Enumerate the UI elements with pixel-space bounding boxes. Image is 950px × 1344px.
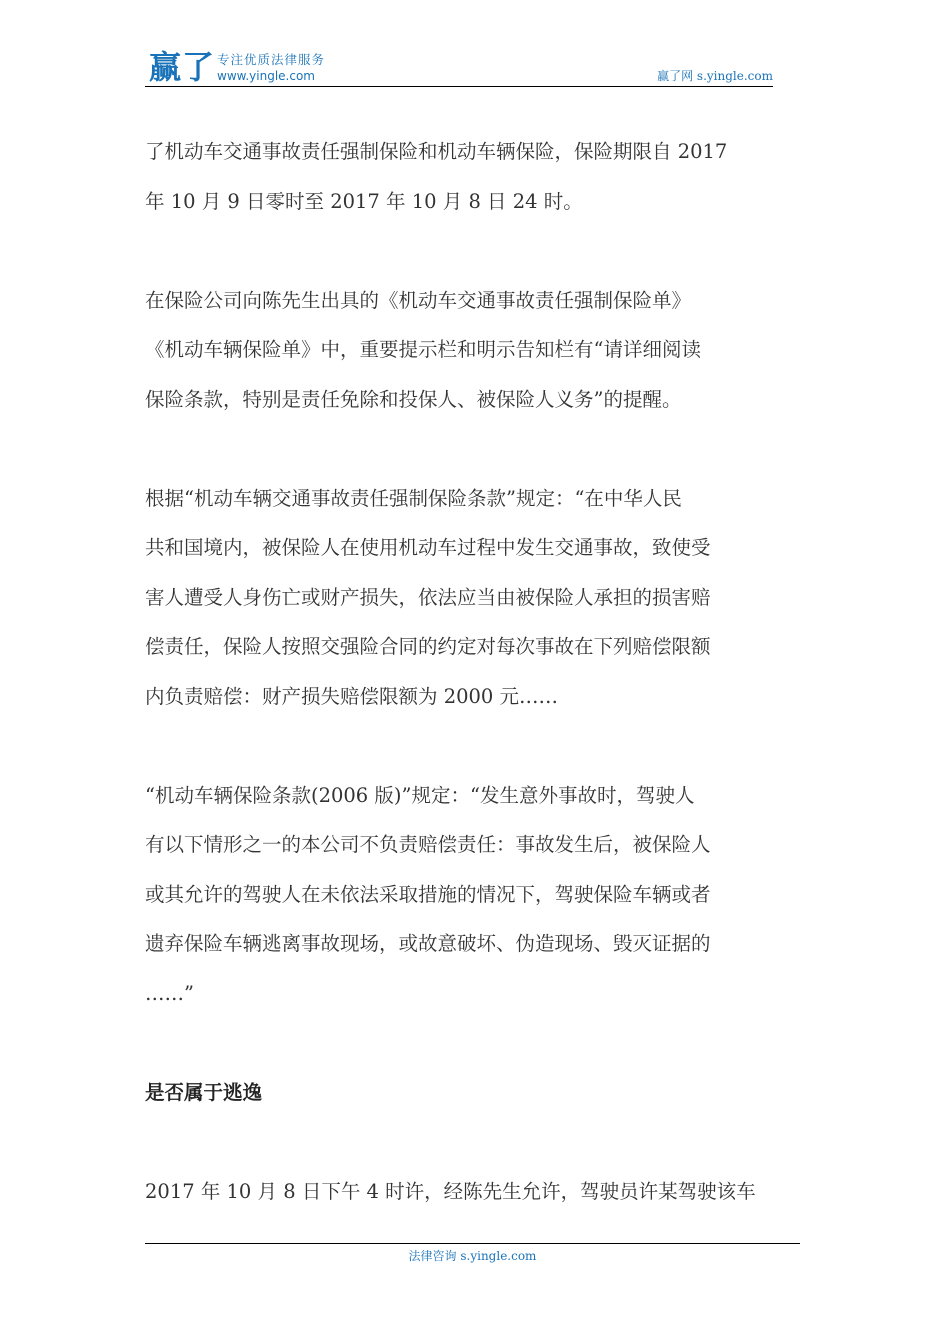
paragraph-incident: 2017 年 10 月 8 日下午 4 时许，经陈先生允许，驾驶员许某驾驶该车 (145, 1179, 756, 1203)
paragraph-vehicle-clause: “机动车辆保险条款(2006 版)”规定：“发生意外事故时，驾驶人 有以下情形之一的本公司不负责赔偿责任：事故发生后，被保险人 或其允许的驾驶人在未依法采取措施的情况下，驾驶保险车辆或者 遗弃保险车辆逃离事故现场，或故意破坏、伪造现场、毁灭证据的 ……” (145, 783, 711, 1005)
header-divider (145, 86, 773, 87)
logo-url: www.yingle.com (217, 69, 315, 83)
site-link[interactable]: 赢了网 s.yingle.com (657, 69, 773, 83)
page-footer[interactable]: 法律咨询 s.yingle.com (408, 1249, 537, 1263)
site-logo[interactable] (145, 48, 365, 88)
section-heading: 是否属于逃逸 (145, 1080, 263, 1104)
logo-mark: 赢了 (149, 48, 216, 86)
paragraph-insurance-period: 了机动车交通事故责任强制保险和机动车辆保险，保险期限自 2017 年 10 月 9 日零时至 2017 年 10 月 8 日 24 时。 (145, 140, 728, 213)
paragraph-policy-notice: 在保险公司向陈先生出具的《机动车交通事故责任强制保险单》 《机动车辆保险单》中，重要提示栏和明示告知栏有“请详细阅读 保险条款，特别是责任免除和投保人、被保险人义务”的提醒。 (145, 288, 701, 411)
document-body (145, 127, 805, 1266)
logo-slogan: 专注优质法律服务 (217, 52, 326, 67)
footer-divider (145, 1243, 800, 1244)
page-header (145, 48, 773, 88)
paragraph-compulsory-clause: 根据“机动车辆交通事故责任强制保险条款”规定：“在中华人民 共和国境内，被保险人在使用机动车过程中发生交通事故，致使受 害人遭受人身伤亡或财产损失，依法应当由被保险人承担的损害赔 偿责任，保险人按照交强险合同的约定对每次事故在下列赔偿限额 内负责赔偿：财产损失赔偿限额为 2000 元…… (145, 486, 711, 708)
